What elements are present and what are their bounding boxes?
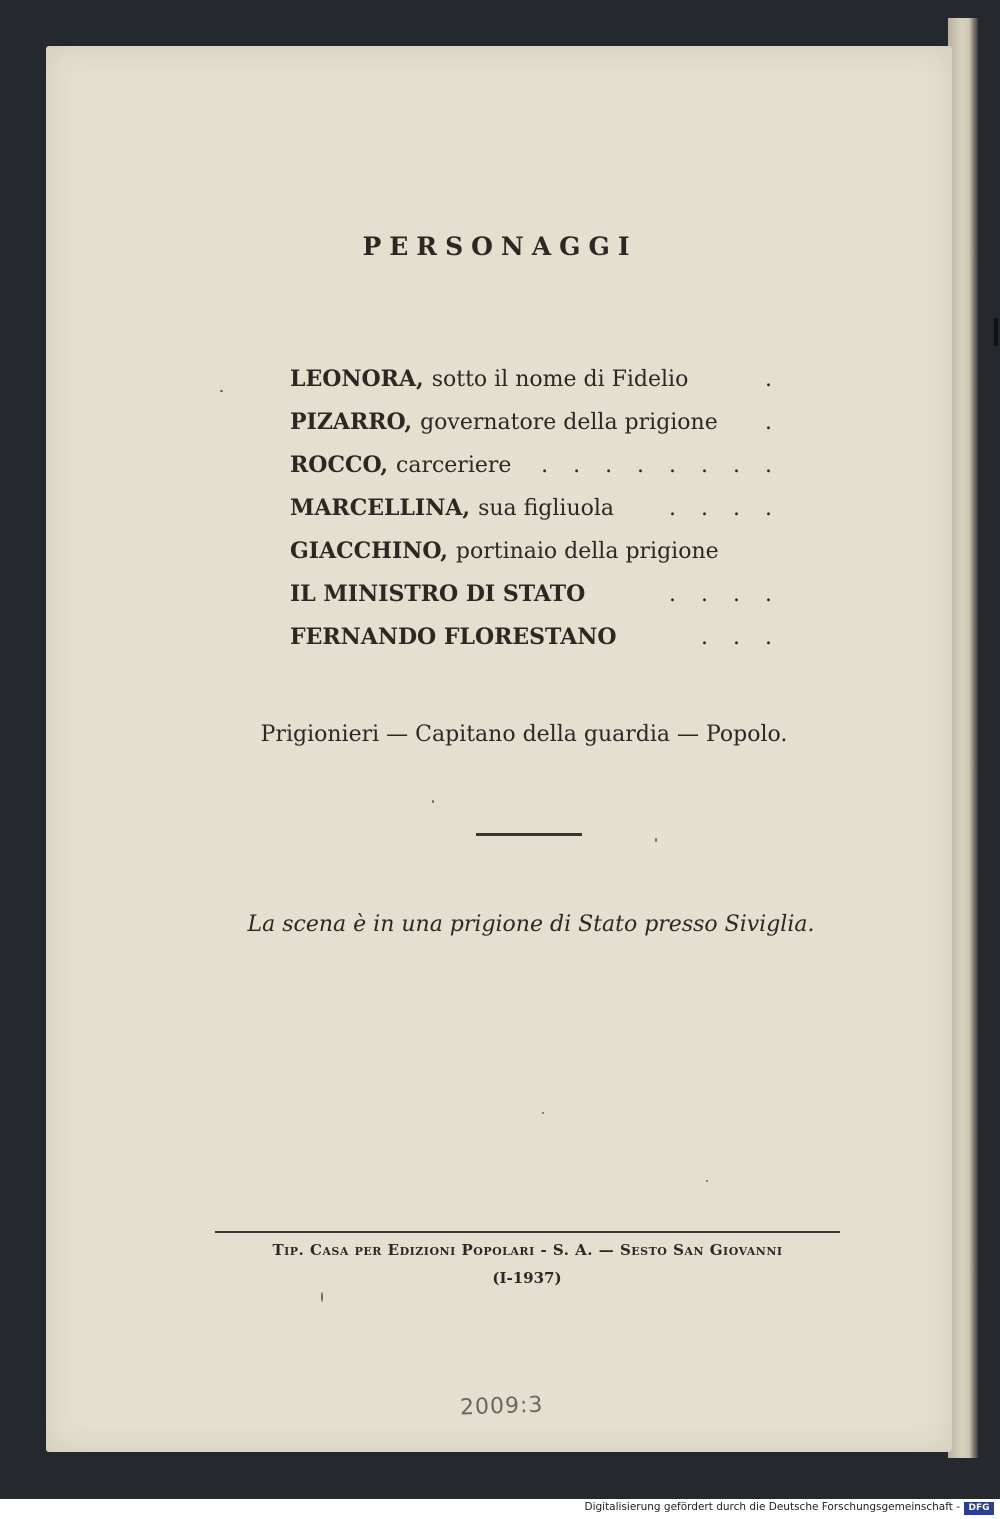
divider-long [215,1231,840,1233]
cast-role: sotto il nome di Fidelio [431,367,689,392]
cast-row [290,487,781,530]
cast-row [290,530,772,573]
imprint-year: (I-1937) [492,1269,562,1287]
divider-short [476,833,582,836]
cast-dots: . . . . [669,582,781,607]
cast-name: ROCCO, [290,452,389,478]
paper-speck [432,800,434,803]
scene-setting: La scena è in una prigione di Stato presso Siviglia. [247,912,815,937]
cast-dots: . . . . [669,496,781,521]
cast-dots: . [765,367,781,392]
cast-row [290,616,781,659]
cast-row [290,358,781,401]
cast-list [290,358,790,659]
cast-role: governatore della prigione [420,410,718,435]
paper-speck [542,1112,544,1114]
paper-speck [321,1292,323,1302]
cast-dots: . [765,410,781,435]
cast-role: portinaio della prigione [455,539,719,564]
cast-role: carceriere [396,453,512,478]
cast-dots: . . . [701,625,781,650]
paper-speck [220,390,223,392]
cast-name: LEONORA, [290,366,424,392]
page-heading: PERSONAGGI [362,232,638,261]
cast-role: sua figliuola [478,496,615,521]
cast-name: IL MINISTRO DI STATO [290,581,586,607]
dfg-logo: DFG [964,1502,994,1515]
cast-dots: . . . . . . . . [541,453,781,478]
edge-mark [994,318,998,346]
cast-name: PIZARRO, [290,409,413,435]
cast-row [290,573,781,616]
paper-speck [655,838,657,842]
footer-bar [0,1499,1000,1519]
cast-row [290,444,781,487]
cast-name: MARCELLINA, [290,495,471,521]
paper-speck [706,1180,708,1182]
handwritten-shelfmark: 2009:3 [459,1392,544,1421]
cast-name: FERNANDO FLORESTANO [290,624,617,650]
funding-credit: Digitalisierung gefördert durch die Deutsche Forschungsgemeinschaft - [584,1501,960,1513]
supporting-cast: Prigionieri — Capitano della guardia — Popolo. [260,722,788,747]
cast-row [290,401,781,444]
cast-name: GIACCHINO, [290,538,448,564]
printer-imprint: Tip. Casa per Edizioni Popolari - S. A. — Sesto San Giovanni [272,1241,783,1259]
